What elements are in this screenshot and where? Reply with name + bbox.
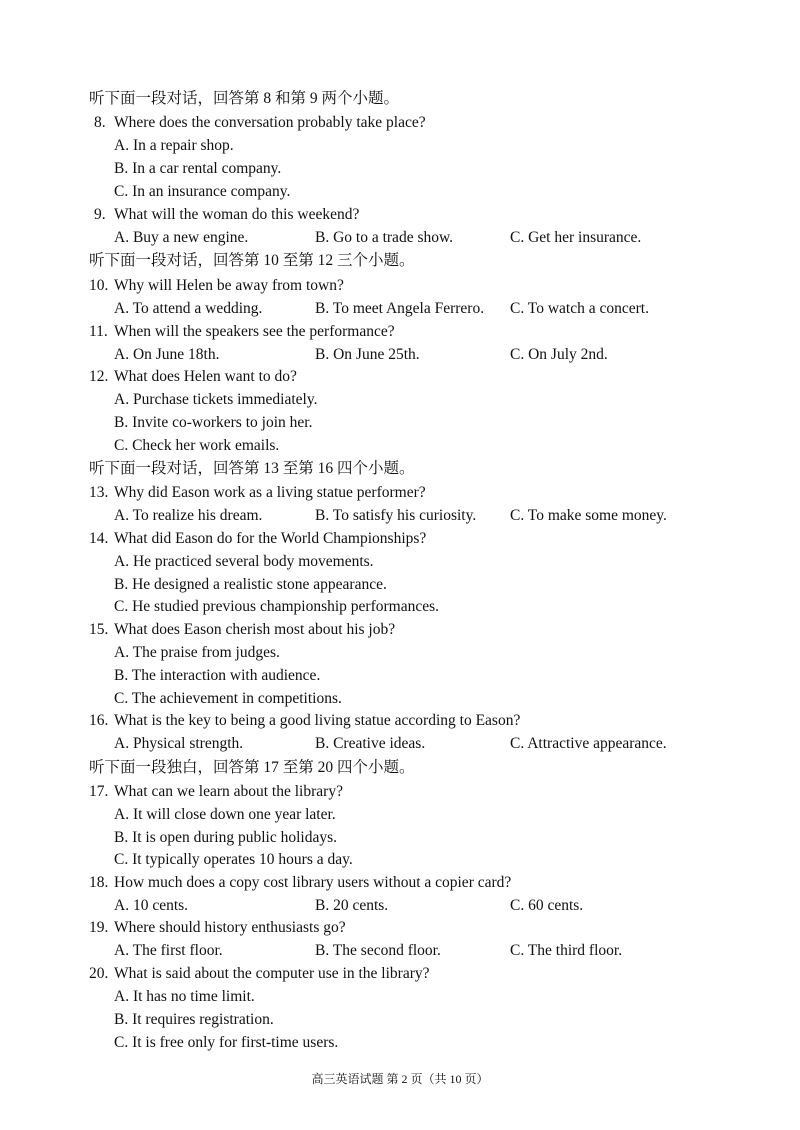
option-c: C. It typically operates 10 hours a day. [114, 851, 353, 868]
option-c: C. Get her insurance. [510, 229, 642, 246]
option-c: C. In an insurance company. [114, 183, 291, 200]
question-text: What will the woman do this weekend? [114, 206, 360, 223]
option-a: A. It will close down one year later. [114, 806, 336, 823]
option-a: A. The praise from judges. [114, 644, 280, 661]
option-c: C. On July 2nd. [510, 346, 608, 363]
question-19 [0, 918, 800, 938]
option-b: B. The interaction with audience. [114, 667, 321, 684]
question-text: When will the speakers see the performance? [114, 323, 395, 340]
question-15 [0, 620, 800, 640]
question-8 [0, 113, 800, 133]
question-20 [0, 964, 800, 984]
section-instruction: 听下面一段独白，回答第 17 至第 20 四个小题。 [89, 759, 415, 776]
question-number: 14. [89, 530, 109, 547]
option-c: C. Attractive appearance. [510, 735, 667, 752]
question-text: What does Helen want to do? [114, 368, 297, 385]
question-text: Why did Eason work as a living statue performer? [114, 484, 426, 501]
question-9 [0, 205, 800, 225]
option-b: B. 20 cents. [315, 897, 389, 914]
page-footer: 高三英语试题 第 2 页（共 10 页） [311, 1072, 489, 1086]
question-number: 13. [89, 484, 109, 501]
question-text: What is said about the computer use in the library? [114, 965, 430, 982]
question-number: 11. [89, 323, 108, 340]
question-text: What can we learn about the library? [114, 783, 343, 800]
option-a: A. The first floor. [114, 942, 223, 959]
question-text: What does Eason cherish most about his job? [114, 621, 396, 638]
option-c: C. 60 cents. [510, 897, 584, 914]
question-11 [0, 322, 800, 342]
option-b: B. In a car rental company. [114, 160, 282, 177]
option-a: A. It has no time limit. [114, 988, 255, 1005]
option-a: A. In a repair shop. [114, 137, 234, 154]
question-number: 8. [94, 114, 106, 131]
question-number: 10. [89, 277, 109, 294]
option-b: B. He designed a realistic stone appearance. [114, 576, 387, 593]
option-c: C. Check her work emails. [114, 437, 280, 454]
question-10 [0, 276, 800, 296]
option-c: C. The third floor. [510, 942, 623, 959]
question-14 [0, 529, 800, 549]
question-number: 15. [89, 621, 109, 638]
question-text: Why will Helen be away from town? [114, 277, 344, 294]
option-a: A. Buy a new engine. [114, 229, 249, 246]
option-b: B. Invite co-workers to join her. [114, 414, 313, 431]
question-text: Where does the conversation probably take place? [114, 114, 426, 131]
question-17 [0, 782, 800, 802]
question-12 [0, 367, 800, 387]
option-b: B. To meet Angela Ferrero. [315, 300, 485, 317]
option-a: A. On June 18th. [114, 346, 220, 363]
option-b: B. The second floor. [315, 942, 441, 959]
question-number: 20. [89, 965, 109, 982]
option-b: B. Creative ideas. [315, 735, 426, 752]
question-text: How much does a copy cost library users without a copier card? [114, 874, 512, 891]
option-c: C. To make some money. [510, 507, 667, 524]
question-text: What did Eason do for the World Championships? [114, 530, 427, 547]
option-a: A. To attend a wedding. [114, 300, 263, 317]
option-c: C. The achievement in competitions. [114, 690, 342, 707]
question-text: Where should history enthusiasts go? [114, 919, 346, 936]
option-a: A. Physical strength. [114, 735, 244, 752]
option-b: B. On June 25th. [315, 346, 420, 363]
question-13 [0, 483, 800, 503]
option-c: C. To watch a concert. [510, 300, 649, 317]
option-a: A. 10 cents. [114, 897, 189, 914]
question-number: 17. [89, 783, 109, 800]
question-number: 16. [89, 712, 109, 729]
option-b: B. To satisfy his curiosity. [315, 507, 477, 524]
question-16 [0, 711, 800, 731]
question-number: 9. [94, 206, 106, 223]
section-instruction: 听下面一段对话，回答第 13 至第 16 四个小题。 [89, 460, 415, 477]
question-number: 18. [89, 874, 109, 891]
question-number: 12. [89, 368, 109, 385]
section-instruction: 听下面一段对话，回答第 10 至第 12 三个小题。 [89, 252, 415, 269]
option-a: A. Purchase tickets immediately. [114, 391, 318, 408]
option-c: C. It is free only for first-time users. [114, 1034, 339, 1051]
option-a: A. To realize his dream. [114, 507, 263, 524]
section-instruction: 听下面一段对话，回答第 8 和第 9 两个小题。 [89, 90, 400, 107]
option-b: B. It is open during public holidays. [114, 829, 338, 846]
option-a: A. He practiced several body movements. [114, 553, 374, 570]
question-number: 19. [89, 919, 109, 936]
option-b: B. Go to a trade show. [315, 229, 454, 246]
question-text: What is the key to being a good living statue according to Eason? [114, 712, 521, 729]
option-b: B. It requires registration. [114, 1011, 274, 1028]
question-18 [0, 873, 800, 893]
option-c: C. He studied previous championship performances. [114, 598, 439, 615]
